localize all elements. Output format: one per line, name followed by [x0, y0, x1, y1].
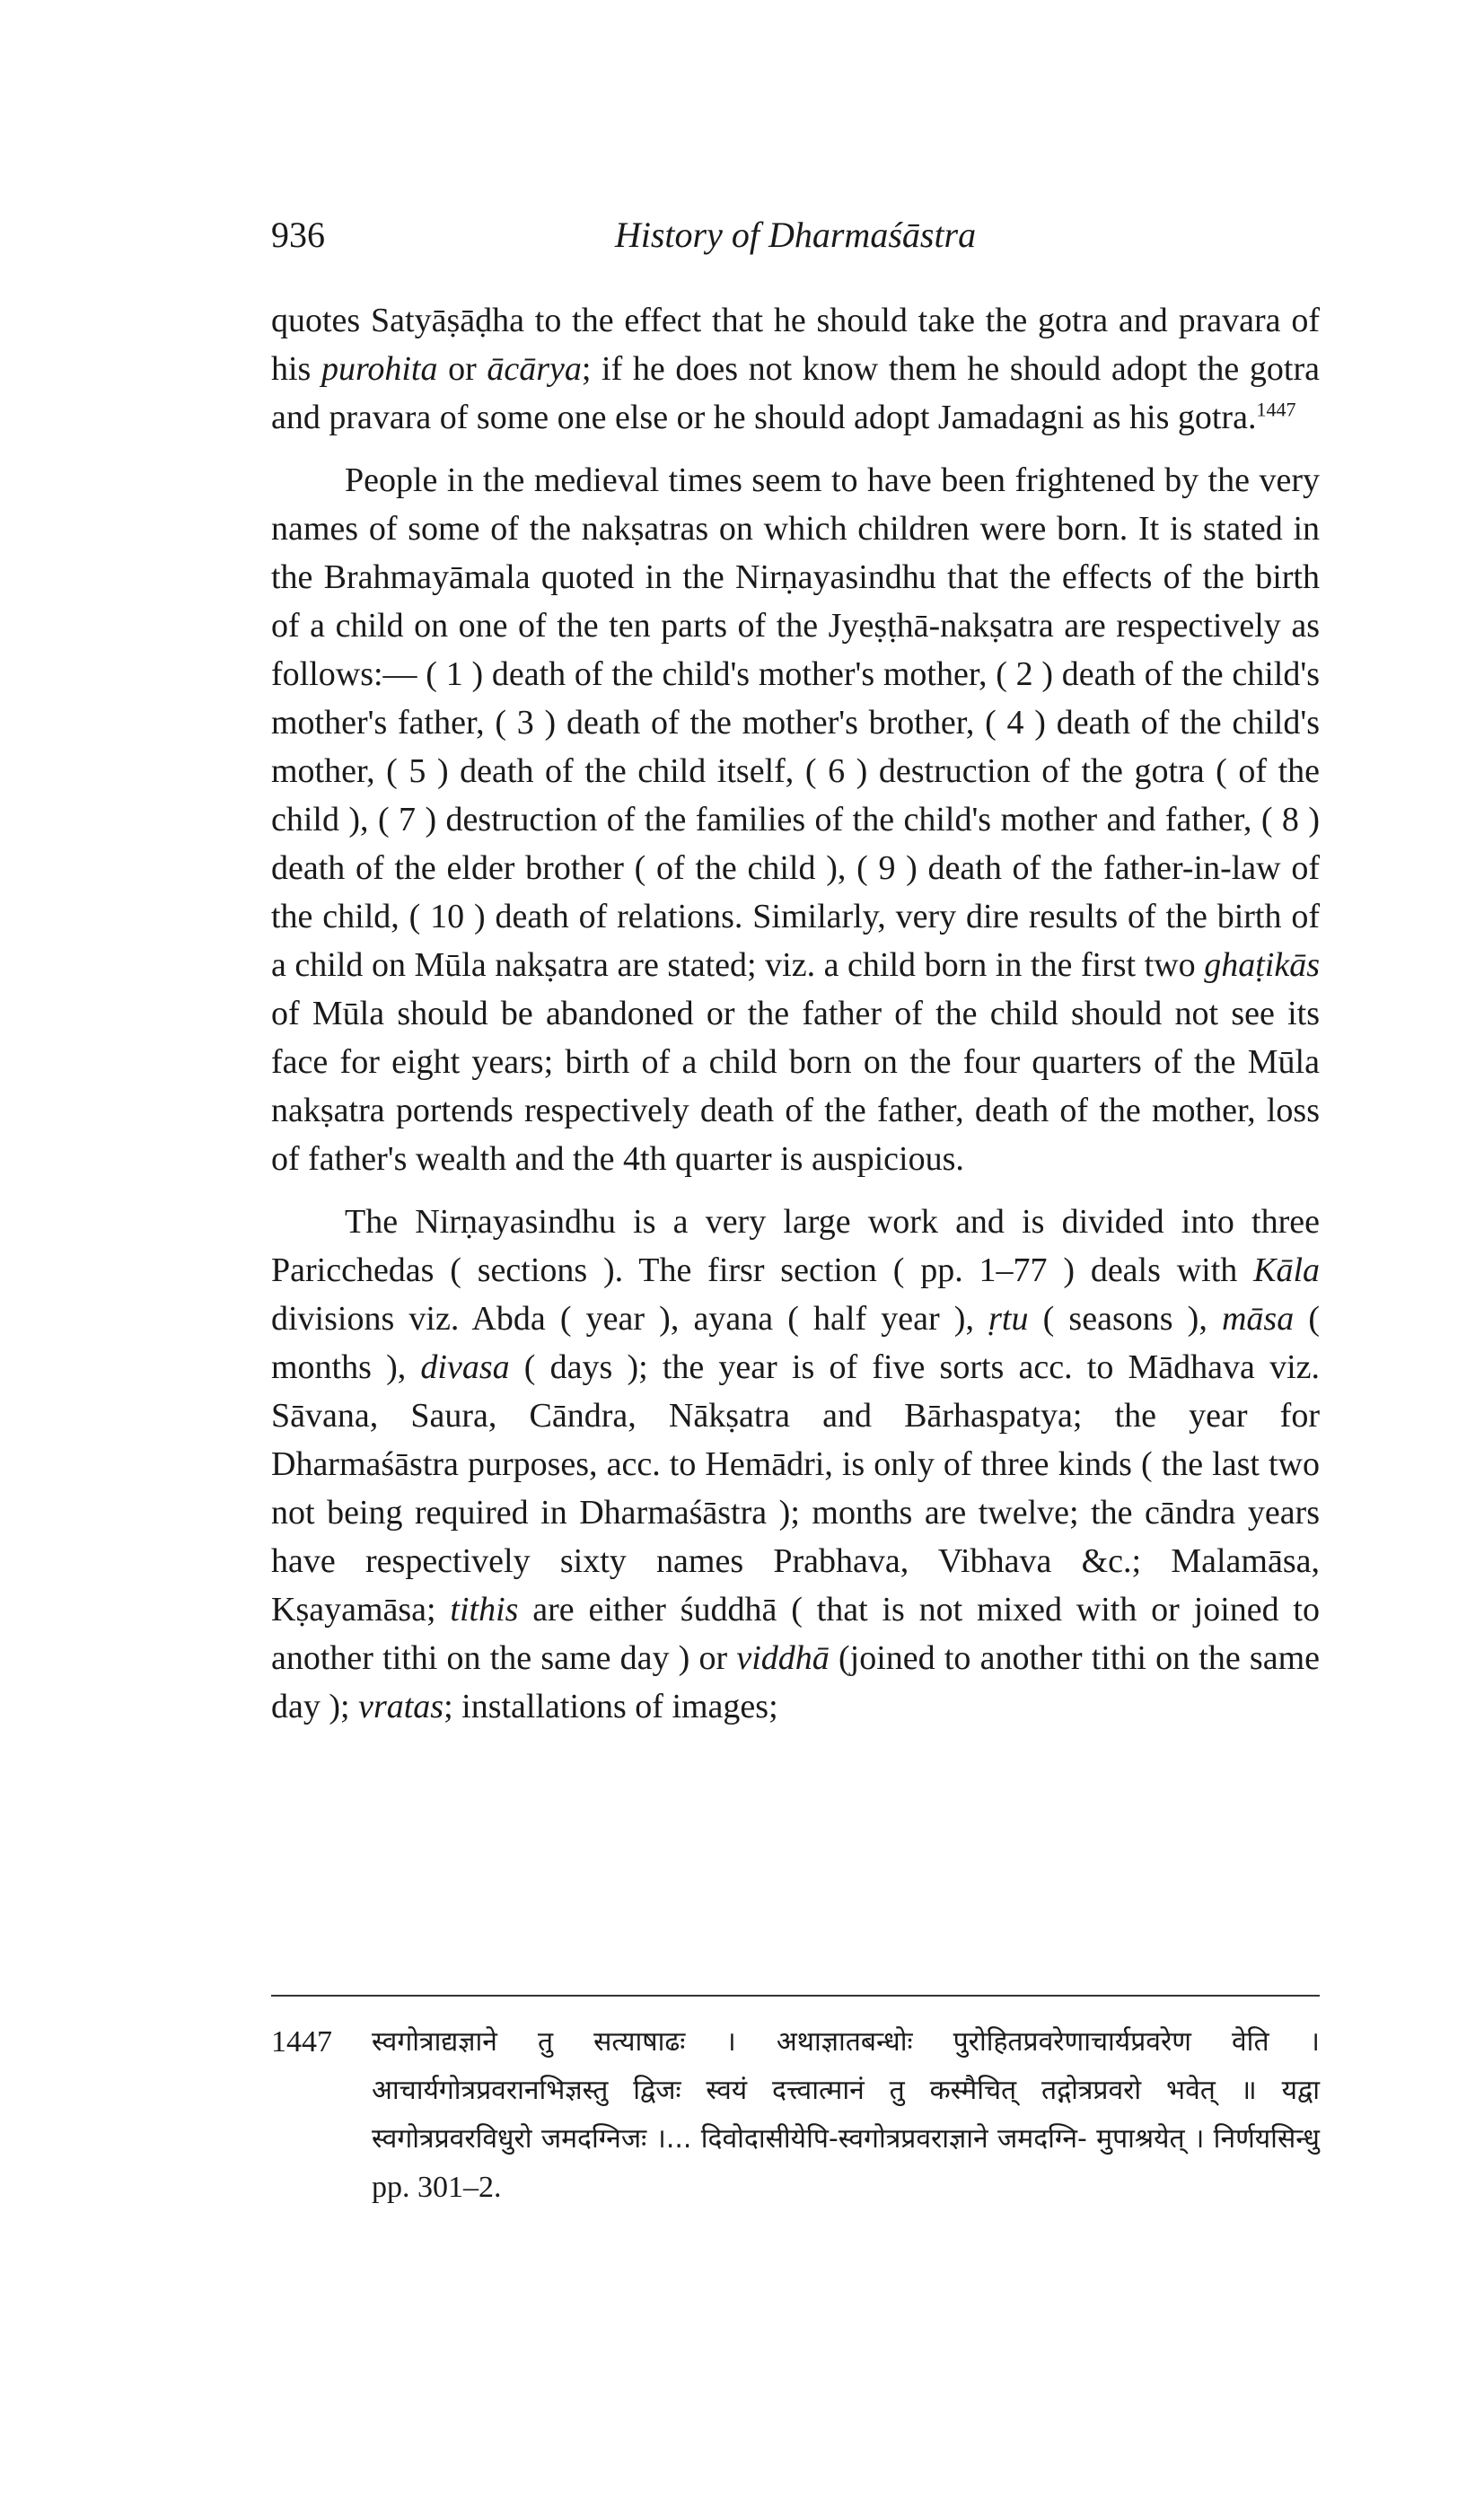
footnote-text [372, 2018, 1320, 2213]
body-text [271, 296, 1320, 1731]
paragraph-1: quotes Satyāṣāḍha to the effect that he should take the gotra and pravara of his purohita or ācārya; if he does not know them he should adopt the gotra and pravara of some one else or he should adopt Jamadagni as his gotra.$^{1447}$ [271, 302, 1320, 436]
footnote-source: pp. 301–2. [372, 2171, 502, 2204]
footnote-divider [271, 1995, 1320, 1997]
paragraph-3: The Nirṇayasindhu is a very large work and is divided into three Paricchedas ( sections ). The firsr section ( pp. 1–77 ) deals with Kāla divisions viz. Abda ( year ), ayana ( half year ), ṛtu ( seasons ), māsa ( months ), divasa ( days ); the year is of five sorts acc. to Mādhava viz. Sāvana, Saura, Cāndra, Nākṣatra and Bārhaspatya; the year for Dharmaśāstra purposes, acc. to Hemādri, is only of three kinds ( the last two not being required in Dharmaśāstra ); months are twelve; the cāndra years have respectively sixty names Prabhava, Vibhava &c.; Malamāsa, Kṣayamāsa; tithis are either śuddhā ( that is not mixed with or joined to another tithi on the same day ) or viddhā (joined to another tithi on the same day ); vratas; installations of images; [271, 1203, 1321, 1725]
running-head: History of Dharmaśāstra [614, 215, 977, 255]
footnote [271, 2018, 1320, 2213]
footnote-line-1: स्वगोत्राद्यज्ञाने तु सत्याषाढः । अथाज्ञातबन्धोः पुरोहितप्रवरेणाचार्यप्रवरेण वेति । [372, 2026, 1320, 2058]
footnote-reference[interactable]: 1447 [1256, 398, 1296, 421]
page-header [271, 214, 1320, 268]
paragraph-2: People in the medieval times seem to have been frightened by the very names of some of the nakṣatras on which children were born. It is stated in the Brahmayāmala quoted in the Nirṇayasindhu that the effects of the birth of a child on one of the ten parts of the Jyeṣṭhā-nakṣatra are respectively as follows:— ( 1 ) death of the child's mother's mother, ( 2 ) death of the child's mother's father, ( 3 ) death of the mother's brother, ( 4 ) death of the child's mother, ( 5 ) death of the child itself, ( 6 ) destruction of the gotra ( of the child ), ( 7 ) destruction of the families of the child's mother and father, ( 8 ) death of the elder brother ( of the child ), ( 9 ) death of the father-in-law of the child, ( 10 ) death of relations. Similarly, very dire results of the birth of a child on Mūla nakṣatra are stated; viz. a child born in the first two ghaṭikās of Mūla should be abandoned or the father of the child should not see its face for eight years; birth of a child born on the four quarters of the Mūla nakṣatra portends respectively death of the father, death of the mother, loss of father's wealth and the 4th quarter is auspicious. [271, 461, 1320, 1178]
page-number: 936 [271, 215, 325, 255]
footnote-line-3: यद्वा स्वगोत्रप्रवरविधुरो जमदग्निजः ।... दिवोदासीयेपि-स्वगोत्रप्रवराज्ञाने जमदग्नि- [372, 2075, 1321, 2155]
footnote-number: 1447 [271, 2025, 332, 2059]
footnote-line-2: आचार्यगोत्रप्रवरानभिज्ञस्तु द्विजः स्वयं दत्त्वात्मानं तु कस्मैचित् तद्गोत्रप्रवरो भवेत् ॥ [372, 2075, 1257, 2106]
footnote-line-4: मुपाश्रयेत् । निर्णयसिन्धु [1096, 2123, 1320, 2155]
